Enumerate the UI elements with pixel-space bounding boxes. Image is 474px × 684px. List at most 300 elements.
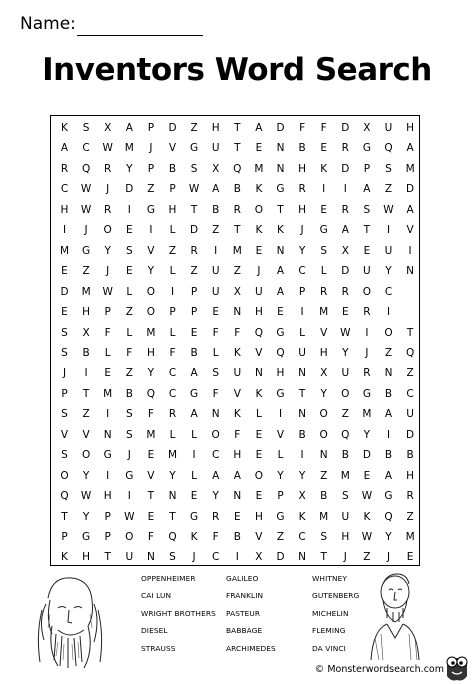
grid-cell[interactable]: I <box>84 367 88 380</box>
grid-cell[interactable]: U <box>406 408 414 421</box>
name-line[interactable] <box>77 35 203 36</box>
grid-cell[interactable]: B <box>341 449 349 462</box>
grid-cell[interactable]: T <box>82 387 90 400</box>
grid-cell[interactable]: Y <box>169 469 176 482</box>
grid-cell[interactable]: C <box>168 367 177 380</box>
grid-cell[interactable]: B <box>298 142 306 155</box>
grid-cell[interactable]: H <box>406 469 415 482</box>
grid-cell[interactable]: C <box>60 183 69 196</box>
grid-cell[interactable]: N <box>233 490 242 503</box>
grid-cell[interactable]: Q <box>276 346 285 359</box>
grid-cell[interactable]: X <box>233 285 241 298</box>
grid-cell[interactable]: L <box>169 265 176 278</box>
grid-cell[interactable]: F <box>212 326 219 339</box>
grid-cell[interactable]: I <box>192 449 196 462</box>
grid-cell[interactable]: E <box>125 224 133 237</box>
grid-cell[interactable]: Q <box>254 326 264 339</box>
grid-cell[interactable]: W <box>80 490 92 503</box>
grid-cell[interactable]: Z <box>341 408 349 421</box>
grid-cell[interactable]: J <box>62 367 67 380</box>
grid-cell[interactable]: Z <box>363 551 371 564</box>
grid-cell[interactable]: R <box>363 306 371 319</box>
grid-cell[interactable]: C <box>384 285 393 298</box>
grid-cell[interactable]: N <box>276 244 285 257</box>
grid-cell[interactable]: P <box>363 162 371 175</box>
grid-cell[interactable]: E <box>212 306 219 319</box>
grid-cell[interactable]: W <box>361 490 373 503</box>
grid-cell[interactable]: G <box>190 142 199 155</box>
grid-cell[interactable]: A <box>276 265 285 278</box>
grid-cell[interactable]: B <box>233 183 241 196</box>
grid-cell[interactable]: W <box>80 183 92 196</box>
grid-cell[interactable]: N <box>146 551 155 564</box>
grid-cell[interactable]: B <box>125 387 133 400</box>
grid-cell[interactable]: A <box>363 183 371 196</box>
grid-cell[interactable]: G <box>276 183 285 196</box>
grid-cell[interactable]: U <box>211 285 220 298</box>
grid-cell[interactable]: Z <box>384 183 393 196</box>
grid-cell[interactable]: V <box>255 531 263 543</box>
grid-cell[interactable]: L <box>191 428 198 441</box>
grid-cell[interactable]: N <box>103 428 112 441</box>
grid-cell[interactable]: X <box>363 122 371 134</box>
grid-cell[interactable]: M <box>319 306 329 319</box>
grid-cell[interactable]: T <box>169 510 176 523</box>
grid-cell[interactable]: B <box>320 490 328 503</box>
grid-cell[interactable]: M <box>254 162 264 175</box>
grid-cell[interactable]: Y <box>298 244 306 257</box>
grid-cell[interactable]: S <box>320 531 328 543</box>
grid-cell[interactable]: Z <box>190 265 198 278</box>
grid-cell[interactable]: R <box>298 183 306 196</box>
grid-cell[interactable]: K <box>61 122 68 134</box>
grid-cell[interactable]: F <box>147 531 154 543</box>
grid-cell[interactable]: E <box>147 449 155 462</box>
grid-cell[interactable]: K <box>255 224 263 237</box>
grid-cell[interactable]: W <box>361 531 373 543</box>
grid-cell[interactable]: E <box>147 510 155 523</box>
grid-cell[interactable]: D <box>341 162 350 175</box>
grid-cell[interactable]: Y <box>342 346 349 359</box>
grid-cell[interactable]: G <box>82 531 91 543</box>
grid-cell[interactable]: J <box>300 224 304 237</box>
grid-cell[interactable]: Z <box>190 122 198 134</box>
grid-cell[interactable]: F <box>212 531 219 543</box>
grid-cell[interactable]: H <box>341 531 350 543</box>
grid-cell[interactable]: L <box>169 326 176 339</box>
grid-cell[interactable]: R <box>104 203 112 216</box>
grid-cell[interactable]: I <box>106 408 110 421</box>
grid-cell[interactable]: F <box>212 387 219 400</box>
grid-cell[interactable]: M <box>146 326 156 339</box>
grid-cell[interactable]: R <box>104 162 112 175</box>
grid-cell[interactable]: I <box>149 224 153 237</box>
grid-cell[interactable]: P <box>169 183 176 196</box>
grid-cell[interactable]: A <box>125 122 133 134</box>
grid-cell[interactable]: H <box>298 203 307 216</box>
grid-cell[interactable]: R <box>190 244 198 257</box>
grid-cell[interactable]: G <box>190 387 199 400</box>
grid-cell[interactable]: M <box>103 387 113 400</box>
grid-cell[interactable]: O <box>341 387 350 400</box>
grid-cell[interactable]: R <box>363 367 371 380</box>
grid-cell[interactable]: P <box>298 285 306 298</box>
grid-cell[interactable]: Y <box>363 428 371 441</box>
grid-cell[interactable]: A <box>276 285 285 298</box>
grid-cell[interactable]: Q <box>341 428 350 441</box>
grid-cell[interactable]: B <box>212 203 220 216</box>
grid-cell[interactable]: O <box>319 408 328 421</box>
grid-cell[interactable]: R <box>233 203 241 216</box>
grid-cell[interactable]: M <box>81 285 91 298</box>
grid-cell[interactable]: U <box>384 122 393 134</box>
grid-cell[interactable]: T <box>147 490 155 503</box>
grid-cell[interactable]: J <box>386 551 391 564</box>
grid-cell[interactable]: W <box>102 142 113 155</box>
grid-cell[interactable]: J <box>343 551 347 564</box>
grid-cell[interactable]: N <box>406 265 415 278</box>
grid-cell[interactable]: Y <box>212 490 219 503</box>
grid-cell[interactable]: L <box>126 326 133 339</box>
grid-cell[interactable]: E <box>320 203 327 216</box>
grid-cell[interactable]: P <box>104 531 111 543</box>
grid-cell[interactable]: E <box>277 306 284 319</box>
grid-cell[interactable]: Z <box>276 531 285 543</box>
grid-cell[interactable]: A <box>212 469 220 482</box>
grid-cell[interactable]: N <box>276 162 285 175</box>
grid-cell[interactable]: I <box>127 490 131 503</box>
grid-cell[interactable]: N <box>276 142 285 155</box>
grid-cell[interactable]: L <box>212 346 219 359</box>
grid-cell[interactable]: H <box>319 346 328 359</box>
grid-cell[interactable]: E <box>190 490 198 503</box>
grid-cell[interactable]: J <box>192 551 196 564</box>
grid-cell[interactable]: D <box>341 265 350 278</box>
grid-cell[interactable]: D <box>276 122 285 134</box>
grid-cell[interactable]: V <box>60 428 69 441</box>
grid-cell[interactable]: Y <box>82 510 90 523</box>
grid-cell[interactable]: I <box>170 285 175 298</box>
grid-cell[interactable]: T <box>320 551 327 564</box>
grid-cell[interactable]: X <box>298 490 306 503</box>
grid-cell[interactable]: Z <box>406 367 414 380</box>
grid-cell[interactable]: S <box>385 162 392 175</box>
grid-cell[interactable]: S <box>125 244 133 257</box>
grid-cell[interactable]: Y <box>147 367 155 380</box>
grid-cell[interactable]: Y <box>147 265 155 278</box>
grid-cell[interactable]: V <box>233 387 241 400</box>
grid-cell[interactable]: X <box>255 551 263 564</box>
grid-cell[interactable]: Z <box>125 367 133 380</box>
grid-cell[interactable]: Y <box>320 387 327 400</box>
grid-cell[interactable]: P <box>61 531 68 543</box>
grid-cell[interactable]: J <box>106 183 110 196</box>
grid-cell[interactable]: N <box>319 449 328 462</box>
grid-cell[interactable]: E <box>363 244 371 257</box>
grid-cell[interactable]: F <box>299 122 306 134</box>
grid-cell[interactable]: S <box>212 367 220 380</box>
grid-cell[interactable]: B <box>233 531 241 543</box>
grid-cell[interactable]: N <box>233 306 242 319</box>
grid-cell[interactable]: U <box>341 367 350 380</box>
grid-cell[interactable]: O <box>362 285 372 298</box>
grid-cell[interactable]: K <box>298 510 306 523</box>
grid-cell[interactable]: O <box>81 449 91 462</box>
grid-cell[interactable]: C <box>82 142 90 155</box>
grid-cell[interactable]: G <box>82 244 91 257</box>
grid-cell[interactable]: E <box>61 306 68 319</box>
grid-cell[interactable]: T <box>277 203 284 216</box>
grid-cell[interactable]: H <box>276 367 285 380</box>
grid-cell[interactable]: M <box>405 162 415 175</box>
grid-cell[interactable]: H <box>298 162 307 175</box>
grid-cell[interactable]: S <box>61 408 68 421</box>
grid-cell[interactable]: Q <box>384 510 393 523</box>
grid-cell[interactable]: Z <box>233 265 241 278</box>
grid-cell[interactable]: K <box>320 162 328 175</box>
grid-cell[interactable]: A <box>233 469 241 482</box>
grid-cell[interactable]: E <box>320 142 327 155</box>
grid-cell[interactable]: D <box>276 551 285 564</box>
grid-cell[interactable]: M <box>405 531 415 543</box>
grid-cell[interactable]: B <box>384 449 393 462</box>
grid-cell[interactable]: S <box>61 346 68 359</box>
grid-cell[interactable]: Y <box>385 531 392 543</box>
grid-cell[interactable]: T <box>234 142 241 155</box>
grid-cell[interactable]: H <box>406 122 415 134</box>
grid-cell[interactable]: P <box>147 122 155 134</box>
grid-cell[interactable]: L <box>255 408 262 421</box>
grid-cell[interactable]: D <box>362 449 371 462</box>
grid-cell[interactable]: M <box>340 469 350 482</box>
grid-cell[interactable]: A <box>60 142 69 155</box>
grid-cell[interactable]: T <box>298 387 306 400</box>
grid-cell[interactable]: U <box>211 265 220 278</box>
grid-cell[interactable]: R <box>341 285 349 298</box>
grid-cell[interactable]: E <box>125 265 133 278</box>
grid-cell[interactable]: U <box>125 551 134 564</box>
footer-credit[interactable]: © Monsterwordsearch.com <box>314 664 444 675</box>
grid-cell[interactable]: K <box>255 387 263 400</box>
grid-cell[interactable]: V <box>276 428 285 441</box>
grid-cell[interactable]: Y <box>277 469 284 482</box>
grid-cell[interactable]: M <box>362 408 372 421</box>
grid-cell[interactable]: S <box>61 449 68 462</box>
grid-cell[interactable]: Y <box>385 265 392 278</box>
grid-cell[interactable]: K <box>363 510 371 523</box>
grid-cell[interactable]: R <box>320 285 328 298</box>
grid-cell[interactable]: P <box>104 510 111 523</box>
grid-cell[interactable]: X <box>212 162 220 175</box>
grid-cell[interactable]: S <box>125 408 133 421</box>
grid-cell[interactable]: Z <box>168 244 177 257</box>
grid-cell[interactable]: D <box>168 122 177 134</box>
grid-cell[interactable]: E <box>255 142 263 155</box>
grid-cell[interactable]: J <box>257 265 261 278</box>
grid-cell[interactable]: L <box>169 224 176 237</box>
grid-cell[interactable]: Z <box>125 306 133 319</box>
grid-cell[interactable]: D <box>406 428 415 441</box>
grid-cell[interactable]: M <box>319 510 329 523</box>
grid-cell[interactable]: T <box>363 224 371 237</box>
grid-cell[interactable]: Z <box>320 469 328 482</box>
grid-cell[interactable]: A <box>406 203 414 216</box>
grid-cell[interactable]: J <box>84 224 88 237</box>
grid-cell[interactable]: O <box>254 203 264 216</box>
grid-cell[interactable]: H <box>168 203 177 216</box>
grid-cell[interactable]: P <box>169 306 176 319</box>
grid-cell[interactable]: Z <box>406 510 414 523</box>
grid-cell[interactable]: B <box>82 346 90 359</box>
grid-cell[interactable]: T <box>234 122 241 134</box>
grid-cell[interactable]: B <box>384 387 393 400</box>
grid-cell[interactable]: E <box>233 510 241 523</box>
grid-cell[interactable]: I <box>408 244 412 257</box>
grid-cell[interactable]: B <box>406 449 414 462</box>
grid-cell[interactable]: I <box>386 428 391 441</box>
grid-cell[interactable]: I <box>214 244 218 257</box>
grid-cell[interactable]: Y <box>298 469 306 482</box>
grid-cell[interactable]: I <box>300 449 304 462</box>
grid-cell[interactable]: Q <box>81 162 91 175</box>
grid-cell[interactable]: E <box>190 326 198 339</box>
grid-cell[interactable]: Q <box>233 162 242 175</box>
grid-cell[interactable]: S <box>341 490 349 503</box>
grid-cell[interactable]: S <box>320 244 328 257</box>
grid-cell[interactable]: Q <box>405 346 415 359</box>
grid-cell[interactable]: Y <box>126 162 133 175</box>
grid-cell[interactable]: A <box>406 142 414 155</box>
grid-cell[interactable]: I <box>300 306 304 319</box>
grid-cell[interactable]: C <box>406 387 414 400</box>
grid-cell[interactable]: C <box>168 387 177 400</box>
grid-cell[interactable]: F <box>320 122 327 134</box>
grid-cell[interactable]: M <box>167 449 178 462</box>
grid-cell[interactable]: P <box>277 490 284 503</box>
grid-cell[interactable]: T <box>104 551 111 564</box>
grid-cell[interactable]: H <box>103 490 112 503</box>
grid-cell[interactable]: K <box>190 531 198 543</box>
grid-cell[interactable]: Y <box>82 469 90 482</box>
grid-cell[interactable]: N <box>298 408 307 421</box>
grid-cell[interactable]: A <box>384 408 393 421</box>
grid-cell[interactable]: U <box>233 367 242 380</box>
grid-cell[interactable]: L <box>299 326 306 339</box>
grid-cell[interactable]: W <box>188 183 200 196</box>
grid-cell[interactable]: O <box>384 326 393 339</box>
grid-cell[interactable]: V <box>82 428 90 441</box>
grid-cell[interactable]: Z <box>147 183 155 196</box>
grid-cell[interactable]: I <box>106 469 110 482</box>
grid-cell[interactable]: I <box>386 306 391 319</box>
grid-cell[interactable]: I <box>343 183 347 196</box>
grid-cell[interactable]: H <box>82 306 91 319</box>
grid-cell[interactable]: F <box>234 326 241 339</box>
grid-cell[interactable]: O <box>211 428 220 441</box>
grid-cell[interactable]: U <box>341 510 350 523</box>
grid-cell[interactable]: D <box>406 183 415 196</box>
grid-cell[interactable]: A <box>212 183 220 196</box>
grid-cell[interactable]: G <box>319 224 328 237</box>
grid-cell[interactable]: V <box>320 326 328 339</box>
grid-cell[interactable]: X <box>82 326 90 339</box>
grid-cell[interactable]: E <box>341 306 349 319</box>
grid-cell[interactable]: U <box>298 346 306 359</box>
grid-cell[interactable]: B <box>168 162 177 175</box>
grid-cell[interactable]: M <box>59 244 70 257</box>
grid-cell[interactable]: T <box>190 203 198 216</box>
grid-cell[interactable]: L <box>126 285 133 298</box>
grid-cell[interactable]: E <box>255 244 263 257</box>
grid-cell[interactable]: E <box>406 551 414 564</box>
grid-cell[interactable]: A <box>384 469 393 482</box>
grid-cell[interactable]: V <box>147 469 155 482</box>
grid-cell[interactable]: X <box>320 367 328 380</box>
grid-cell[interactable]: K <box>61 551 68 564</box>
grid-cell[interactable]: Z <box>82 265 90 278</box>
grid-cell[interactable]: G <box>276 326 285 339</box>
grid-cell[interactable]: P <box>147 162 155 175</box>
grid-cell[interactable]: A <box>341 224 349 237</box>
grid-cell[interactable]: B <box>190 346 198 359</box>
grid-cell[interactable]: T <box>234 224 241 237</box>
grid-cell[interactable]: R <box>341 203 349 216</box>
grid-cell[interactable]: H <box>82 551 91 564</box>
grid-cell[interactable]: E <box>363 469 371 482</box>
grid-cell[interactable]: H <box>211 122 220 134</box>
grid-cell[interactable]: C <box>298 531 306 543</box>
grid-cell[interactable]: D <box>341 122 350 134</box>
grid-cell[interactable]: G <box>103 449 112 462</box>
grid-cell[interactable]: N <box>168 490 177 503</box>
grid-cell[interactable]: S <box>190 162 198 175</box>
grid-cell[interactable]: K <box>277 224 284 237</box>
grid-cell[interactable]: O <box>319 428 328 441</box>
grid-cell[interactable]: J <box>149 142 153 155</box>
grid-cell[interactable]: N <box>298 367 307 380</box>
grid-cell[interactable]: T <box>406 326 414 339</box>
grid-cell[interactable]: K <box>233 408 241 421</box>
grid-cell[interactable]: U <box>255 285 263 298</box>
grid-cell[interactable]: W <box>102 285 113 298</box>
grid-cell[interactable]: U <box>211 142 220 155</box>
grid-cell[interactable]: Z <box>384 346 393 359</box>
grid-cell[interactable]: J <box>127 449 131 462</box>
grid-cell[interactable]: F <box>126 346 133 359</box>
grid-cell[interactable]: O <box>146 306 156 319</box>
grid-cell[interactable]: X <box>341 244 349 257</box>
grid-cell[interactable]: H <box>254 510 263 523</box>
grid-cell[interactable]: F <box>147 408 154 421</box>
grid-cell[interactable]: K <box>255 183 263 196</box>
grid-cell[interactable]: O <box>254 469 264 482</box>
grid-cell[interactable]: G <box>362 142 371 155</box>
grid-cell[interactable]: O <box>60 469 69 482</box>
grid-cell[interactable]: G <box>146 203 155 216</box>
grid-cell[interactable]: D <box>60 285 69 298</box>
grid-cell[interactable]: V <box>255 346 263 359</box>
grid-cell[interactable]: L <box>191 469 198 482</box>
grid-cell[interactable]: H <box>254 306 263 319</box>
grid-cell[interactable]: X <box>104 122 112 134</box>
grid-cell[interactable]: S <box>125 428 133 441</box>
grid-cell[interactable]: E <box>104 367 111 380</box>
grid-cell[interactable]: L <box>104 346 111 359</box>
grid-cell[interactable]: O <box>146 285 156 298</box>
grid-cell[interactable]: G <box>125 469 134 482</box>
grid-cell[interactable]: M <box>232 244 242 257</box>
grid-cell[interactable]: E <box>255 449 263 462</box>
